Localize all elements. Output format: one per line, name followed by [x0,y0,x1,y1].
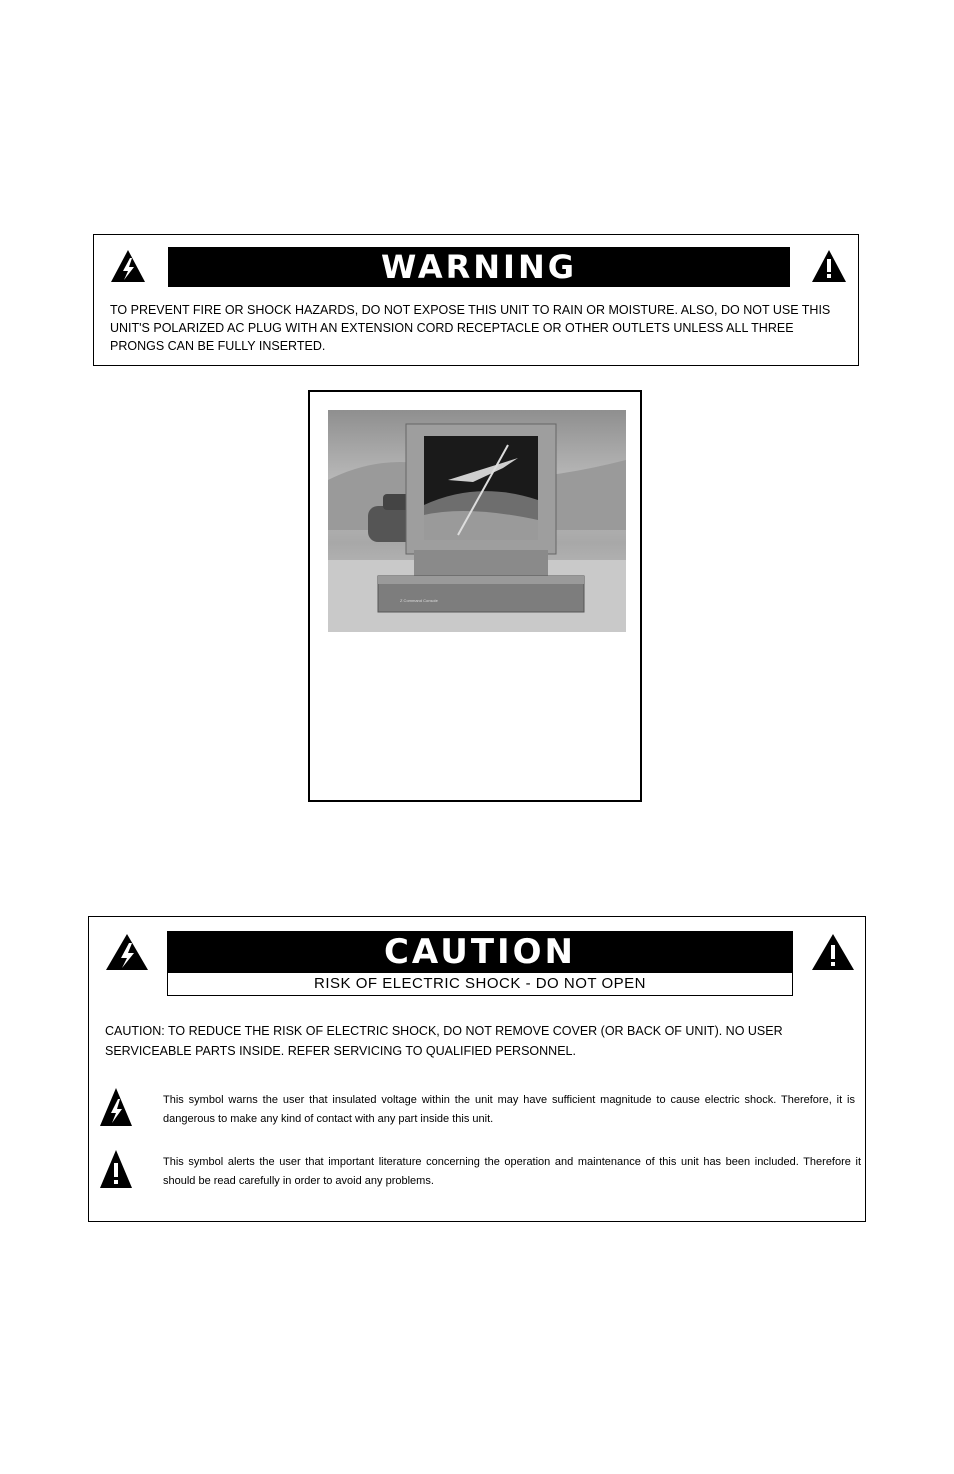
console-label: Z Command Console [400,598,438,603]
caution-subtitle: RISK OF ELECTRIC SHOCK - DO NOT OPEN [167,973,793,996]
warning-box [93,234,859,366]
console-illustration [328,410,626,632]
lightning-triangle-icon [99,1087,133,1127]
caution-title: CAUTION [167,931,793,973]
warning-text: TO PREVENT FIRE OR SHOCK HAZARDS, DO NOT EXPOSE THIS UNIT TO RAIN OR MOISTURE. ALSO, DO NOT USE THIS UNIT'S POLARIZED AC PLUG WITH AN EXTENSION CORD RECEPTACLE OR OTHER OUTLETS UNLESS ALL THREE PRONGS CAN BE FULLY INSERTED. [110,303,831,353]
lightning-triangle-icon [110,249,146,283]
exclamation-triangle-icon [811,249,847,283]
lightning-triangle-icon [105,933,149,971]
caution-text: CAUTION: TO REDUCE THE RISK OF ELECTRIC SHOCK, DO NOT REMOVE COVER (OR BACK OF UNIT). NO USER SERVICEABLE PARTS INSIDE. REFER SERVICING TO QUALIFIED PERSONNEL. [105,1024,783,1058]
exclamation-triangle-icon [811,933,855,971]
warning-title: WARNING [168,247,790,287]
exclamation-triangle-icon [99,1149,133,1189]
caution-box [88,916,866,1222]
symbol-description-literature: This symbol alerts the user that important literature concerning the operation and maintenance of this unit has been included. Therefore it should be read carefully in order to avoid any problems. [163,1156,861,1187]
product-photo [328,410,626,632]
symbol-description-shock: This symbol warns the user that insulated voltage within the unit may have sufficient magnitude to cause electric shock. Therefore, it is dangerous to make any kind of contact with any part inside this unit. [163,1094,855,1125]
product-image-frame [308,390,642,802]
